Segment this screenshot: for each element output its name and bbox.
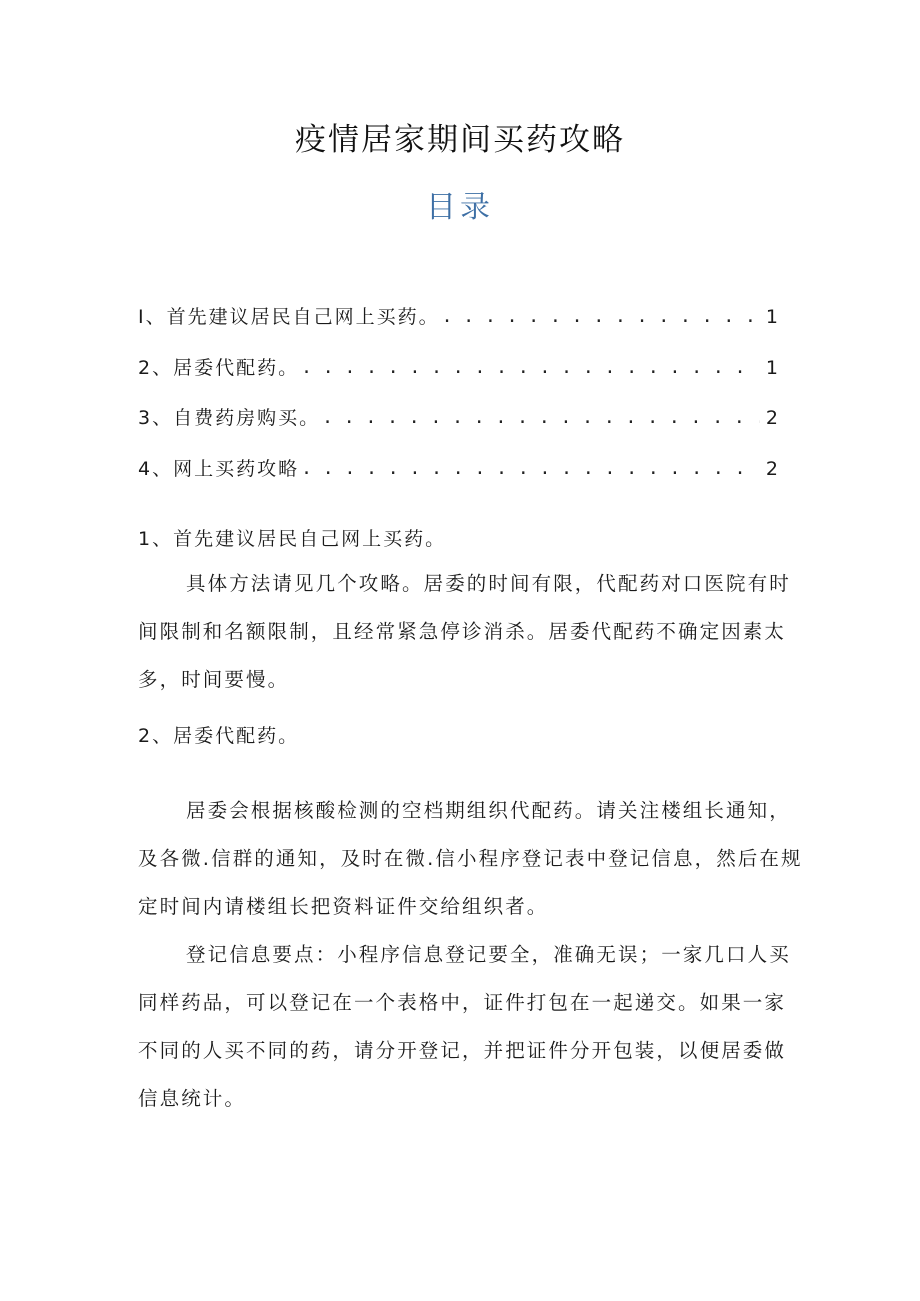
toc-heading: 目录 [426,190,494,225]
toc-entry[interactable] [138,292,778,343]
toc-entry-text: I、首先建议居民自己网上买药。 [138,306,440,329]
toc-page-number: 2 [765,457,778,480]
document-title: 疫情居家期间买药攻略 [295,122,625,158]
toc-entry[interactable] [138,343,778,394]
section-heading-1: 1、首先建议居民自己网上买药。 [138,528,447,550]
section-2-paragraph-1: 居委会根据核酸检测的空档期组织代配药。请关注楼组长通知，及各微.信群的通知，及时在微.信小程序登记表中登记信息，然后在规定时间内请楼组长把资料证件交给组织者。 [138,799,803,918]
section-heading-2: 2、居委代配药。 [138,725,300,747]
toc-page-number: 2 [765,407,778,430]
toc-leader-dots [301,349,760,387]
toc-entry-text: 3、自费药房购买。 [138,407,321,430]
toc-entry-text: 2、居委代配药。 [138,356,300,379]
table-of-contents [138,292,778,494]
toc-page-number: 1 [765,306,778,329]
section-2-paragraph-2: 登记信息要点：小程序信息登记要全，准确无误；一家几口人买同样药品，可以登记在一个表格中，证件打包在一起递交。如果一家不同的人买不同的药，请分开登记，并把证件分开包装，以便居委做信息统计。 [138,943,791,1110]
section-1-paragraph: 具体方法请见几个攻略。居委的时间有限，代配药对口医院有时间限制和名额限制，且经常紧急停诊消杀。居委代配药不确定因素太多，时间要慢。 [138,572,791,691]
toc-entry[interactable] [138,393,778,444]
toc-leader-dots [322,399,760,437]
toc-entry-text: 4、网上买药攻略 [138,457,300,480]
toc-leader-dots [442,298,760,336]
toc-entry[interactable] [138,444,778,495]
toc-leader-dots [301,450,760,488]
toc-page-number: 1 [765,356,778,379]
